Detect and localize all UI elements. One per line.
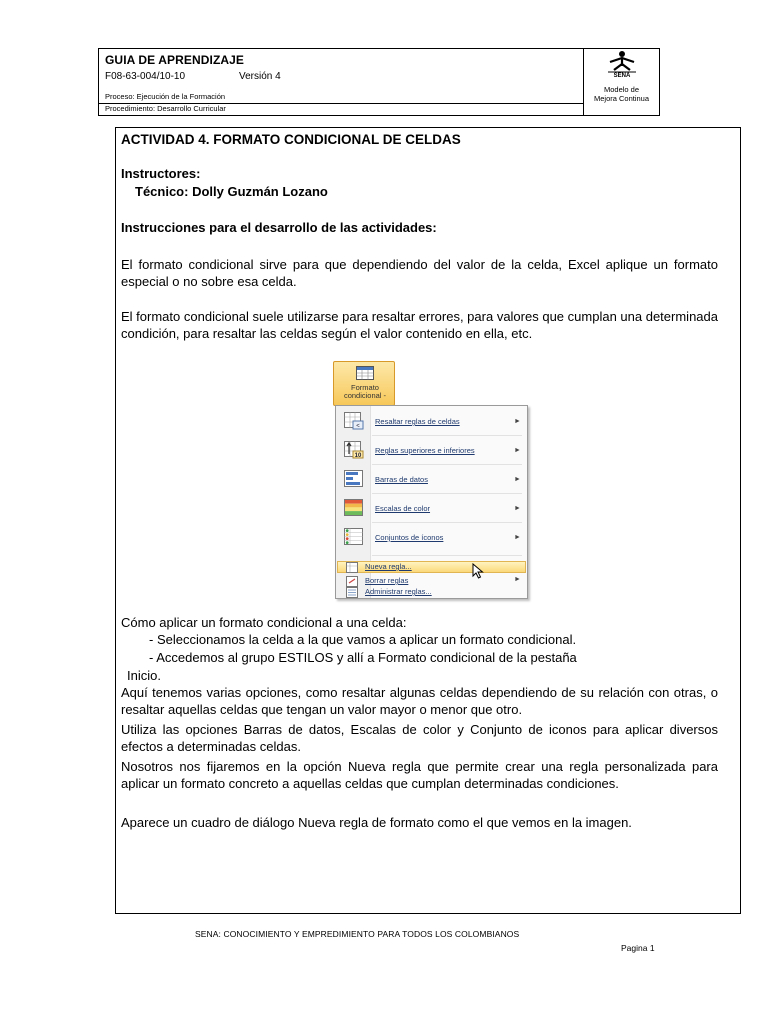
instructor-name: Técnico: Dolly Guzmán Lozano [135,184,328,199]
menu-item-label: Borrar reglas [365,576,409,585]
header-info [99,49,584,115]
submenu-arrow-icon: ► [514,476,521,483]
svg-text:<: < [356,423,360,430]
paragraph-nueva-regla: Nosotros nos fijaremos en la opción Nueva regla que permite crear una regla personalizada para aplicar un formato concreto a aquellas celdas que cumplan determinadas condiciones. [121,759,718,791]
menu-item-label: Conjuntos de íconos [375,533,444,542]
new-rule-icon [346,562,358,573]
model-label [584,85,659,103]
menu-item-label: Resaltar reglas de celdas [375,417,460,426]
proceso: Proceso: Ejecución de la Formación [105,92,226,101]
footer-slogan: SENA: CONOCIMIENTO Y EMPREDIMIENTO PARA TODOS LOS COLOMBIANOS [195,929,520,939]
page-number: Pagina 1 [621,943,655,953]
step-1: - Seleccionamos la celda a la que vamos a aplicar un formato condicional. [149,632,577,647]
conditional-format-label [334,384,396,400]
instructions-heading: Instrucciones para el desarrollo de las actividades: [121,220,437,235]
activity-title: ACTIVIDAD 4. FORMATO CONDICIONAL DE CELDAS [121,132,461,147]
activity-box [115,127,741,914]
how-to-line: Cómo aplicar un formato condicional a una celda: [121,615,407,630]
paragraph-uses: El formato condicional suele utilizarse para resaltar errores, para valores que cumplan una determinada condición, para resaltar las celdas según el valor contenido en ella, etc. [121,309,718,341]
submenu-arrow-icon: ► [514,576,521,583]
icon-sets-icon [344,528,364,546]
instructors-label: Instructores: [121,166,201,181]
guide-title: GUIA DE APRENDIZAJE [105,53,245,67]
dropdown-menu [335,405,528,599]
menu-item-label: Escalas de color [375,504,431,513]
conditional-format-menu-image [331,361,531,601]
paragraph-utiliza: Utiliza las opciones Barras de datos, Escalas de color y Conjunto de iconos para aplicar diversos efectos a determinadas celdas. [121,722,718,754]
button-label-line-2: condicional - [343,391,387,400]
paragraph-options: Aquí tenemos varias opciones, como resaltar algunas celdas dependiendo de su relación con otras, o resaltar aquellas celdas que tengan un valor mayor o menor que otro. [121,685,718,717]
procedimiento: Procedimiento: Desarrollo Curricular [105,104,226,113]
data-bars-icon [344,470,364,488]
table-icon [356,366,374,380]
manage-rules-icon [346,587,358,598]
form-code: F08-63-004/10-10 [105,71,186,82]
color-scales-icon [344,499,364,517]
menu-item-label: Administrar reglas... [365,587,432,596]
svg-text:SENA: SENA [613,73,631,78]
menu-item-label: Nueva regla... [365,562,412,571]
highlight-rules-icon [344,412,364,430]
top-bottom-rules-icon [344,441,364,459]
sena-logo [602,50,642,78]
model-line-1: Modelo de [603,85,640,94]
submenu-arrow-icon: ► [514,447,521,454]
paragraph-intro: El formato condicional sirve para que dependiendo del valor de la celda, Excel aplique un formato especial o no sobre esa celda. [121,257,718,289]
svg-text:10: 10 [354,453,362,459]
menu-item-label: Barras de datos [375,475,428,484]
menu-item-label: Reglas superiores e inferiores [375,446,475,455]
submenu-arrow-icon: ► [514,534,521,541]
submenu-arrow-icon: ► [514,505,521,512]
step-2-continued: Inicio. [127,668,161,683]
document-header [98,48,660,116]
model-line-2: Mejora Continua [593,94,650,103]
submenu-arrow-icon: ► [514,418,521,425]
version: Versión 4 [239,71,281,82]
header-logo-cell [584,49,659,115]
step-2: - Accedemos al grupo ESTILOS y allí a Formato condicional de la pestaña [149,650,577,665]
button-label-line-1: Formato [351,383,379,392]
mouse-cursor-icon [472,563,484,579]
paragraph-dialogo: Aparece un cuadro de diálogo Nueva regla de formato como el que vemos en la imagen. [121,815,632,830]
clear-rules-icon [346,576,358,587]
conditional-format-button [333,361,395,406]
